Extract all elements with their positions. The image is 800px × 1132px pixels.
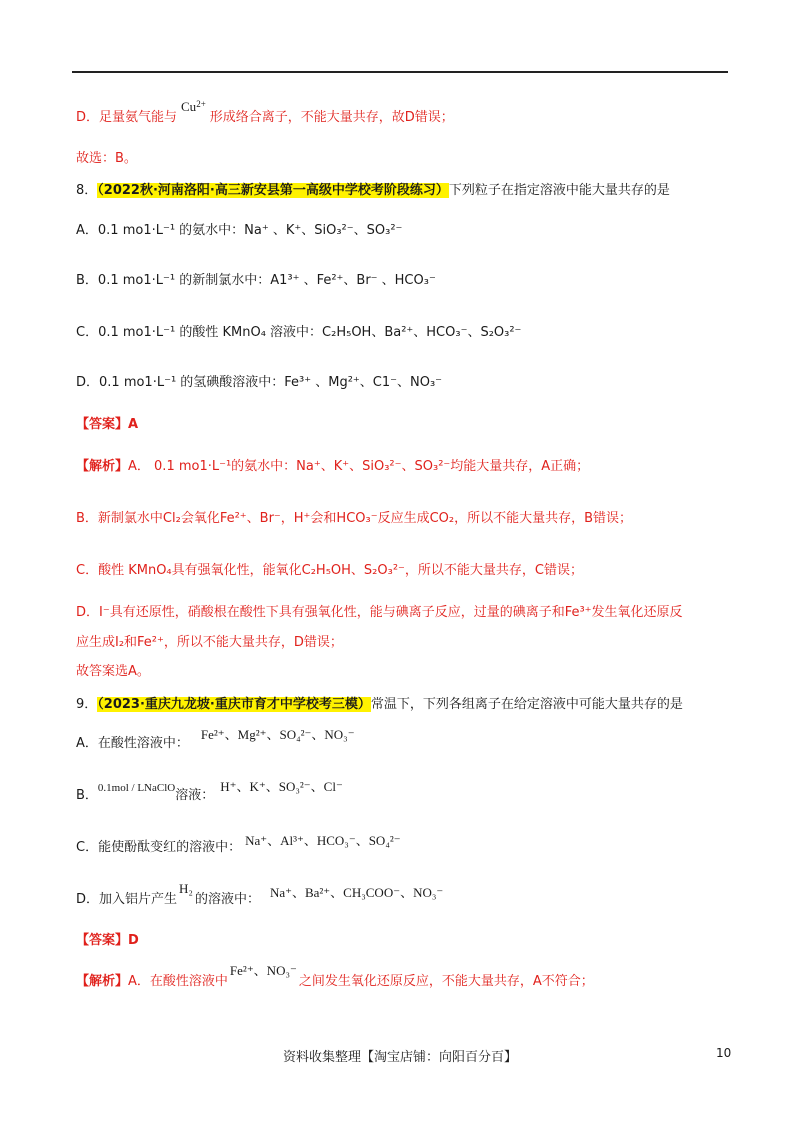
q8-source: （2022秋·河南洛阳·高三新安县第一高级中学校考阶段练习） — [97, 183, 449, 198]
cu-ion — [181, 99, 206, 114]
q9-c-ions: Na⁺、Al³⁺、HCO₃⁻、SO₄²⁻ — [245, 833, 401, 848]
q8-option-b: B．0.1 mo1·L⁻¹ 的新制氯水中：A1³⁺ 、Fe²⁺、Br⁻ 、HCO₃⁻ — [76, 273, 436, 288]
q9-b-text: 溶液： — [175, 788, 215, 803]
q8-option-c: C．0.1 mo1·L⁻¹ 的酸性 KMnO₄ 溶液中：C₂H₅OH、Ba²⁺、HCO₃⁻、S₂O₃²⁻ — [76, 325, 522, 340]
q9-stem: 常温下，下列各组离子在给定溶液中可能大量共存的是 — [370, 697, 683, 712]
q8-analysis-b: B．新制氯水中Cl₂会氧化Fe²⁺、Br⁻，H⁺会和HCO₃⁻反应生成CO₂，所以不能大量共存，B错误； — [76, 511, 633, 526]
prev-option-d-explanation — [76, 99, 454, 127]
cu-charge: 2+ — [196, 99, 206, 109]
q9-analysis-label: 【解析】 — [76, 974, 129, 989]
prev-d-suffix: 形成络合离子，不能大量共存，故D错误； — [209, 110, 454, 125]
q8-analysis-a-text: A． 0.1 mo1·L⁻¹的氨水中：Na⁺、K⁺、SiO₃²⁻、SO₃²⁻均能大量共存，A正确； — [128, 459, 590, 474]
q9-b-ions: H⁺、K⁺、SO₃²⁻、Cl⁻ — [220, 779, 343, 794]
q8-analysis-d-line1: D．I⁻具有还原性，硝酸根在酸性下具有强氧化性，能与碘离子反应，过量的碘离子和Fe³⁺发生氧化还原反 — [76, 605, 683, 620]
q8-analysis-c: C．酸性 KMnO₄具有强氧化性，能氧化C₂H₅OH、S₂O₃²⁻，所以不能大量共存，C错误； — [76, 563, 583, 578]
q9-d-h2: H₂ — [179, 881, 193, 896]
q9-d-text2: 的溶液中： — [194, 892, 260, 907]
q9-a-text: A．在酸性溶液中： — [76, 736, 189, 751]
q9-option-b — [76, 779, 343, 805]
prev-d-prefix: D．足量氨气能与 — [76, 110, 178, 125]
q9-analysis-a — [76, 963, 594, 991]
q9-b-formula: 0.1mol / LNaClO — [97, 782, 176, 794]
q8-stem: 下列粒子在指定溶液中能大量共存的是 — [448, 183, 670, 198]
q9-number: 9． — [76, 697, 98, 712]
q9-analysis-a-post: 之间发生氧化还原反应，不能大量共存，A不符合； — [298, 974, 594, 989]
q9-d-ions: Na⁺、Ba²⁺、CH₃COO⁻、NO₃⁻ — [269, 885, 444, 900]
q9-b-label: B． — [76, 788, 98, 803]
q8-number: 8． — [76, 183, 98, 198]
q9-answer: 【答案】D — [76, 933, 139, 948]
q9-source: （2023·重庆九龙坡·重庆市育才中学校考三模） — [97, 697, 371, 712]
q9-analysis-a-ions: Fe²⁺、NO₃⁻ — [229, 963, 297, 978]
q9-c-text: C．能使酚酞变红的溶液中： — [76, 840, 242, 855]
q8-conclusion: 故答案选A。 — [76, 664, 150, 679]
q8-option-a: A．0.1 mo1·L⁻¹ 的氨水中：Na⁺ 、K⁺、SiO₃²⁻、SO₃²⁻ — [76, 223, 403, 238]
cu-symbol: Cu — [181, 99, 197, 114]
q9-d-text1: D．加入铝片产生 — [76, 892, 178, 907]
q9-option-d — [76, 881, 444, 909]
q8-analysis-a — [76, 458, 589, 476]
q8-stem-line — [76, 182, 670, 200]
q8-analysis-label: 【解析】 — [76, 459, 129, 474]
page-number: 10 — [716, 1046, 732, 1060]
q9-analysis-a-pre: A．在酸性溶液中 — [128, 974, 228, 989]
q9-option-c — [76, 833, 401, 857]
q9-option-a — [76, 727, 355, 753]
q8-option-d: D．0.1 mo1·L⁻¹ 的氢碘酸溶液中：Fe³⁺ 、Mg²⁺、C1⁻、NO₃⁻ — [76, 375, 443, 390]
prev-conclusion: 故选：B。 — [76, 151, 137, 166]
footer-text: 资料收集整理【淘宝店铺：向阳百分百】 — [282, 1050, 517, 1065]
q9-a-ions: Fe²⁺、Mg²⁺、SO₄²⁻、NO₃⁻ — [200, 727, 355, 742]
q8-answer: 【答案】A — [76, 417, 139, 432]
q8-analysis-d-line2: 应生成I₂和Fe²⁺，所以不能大量共存，D错误； — [76, 635, 343, 650]
q9-stem-line — [76, 696, 683, 714]
header-rule — [72, 71, 728, 73]
